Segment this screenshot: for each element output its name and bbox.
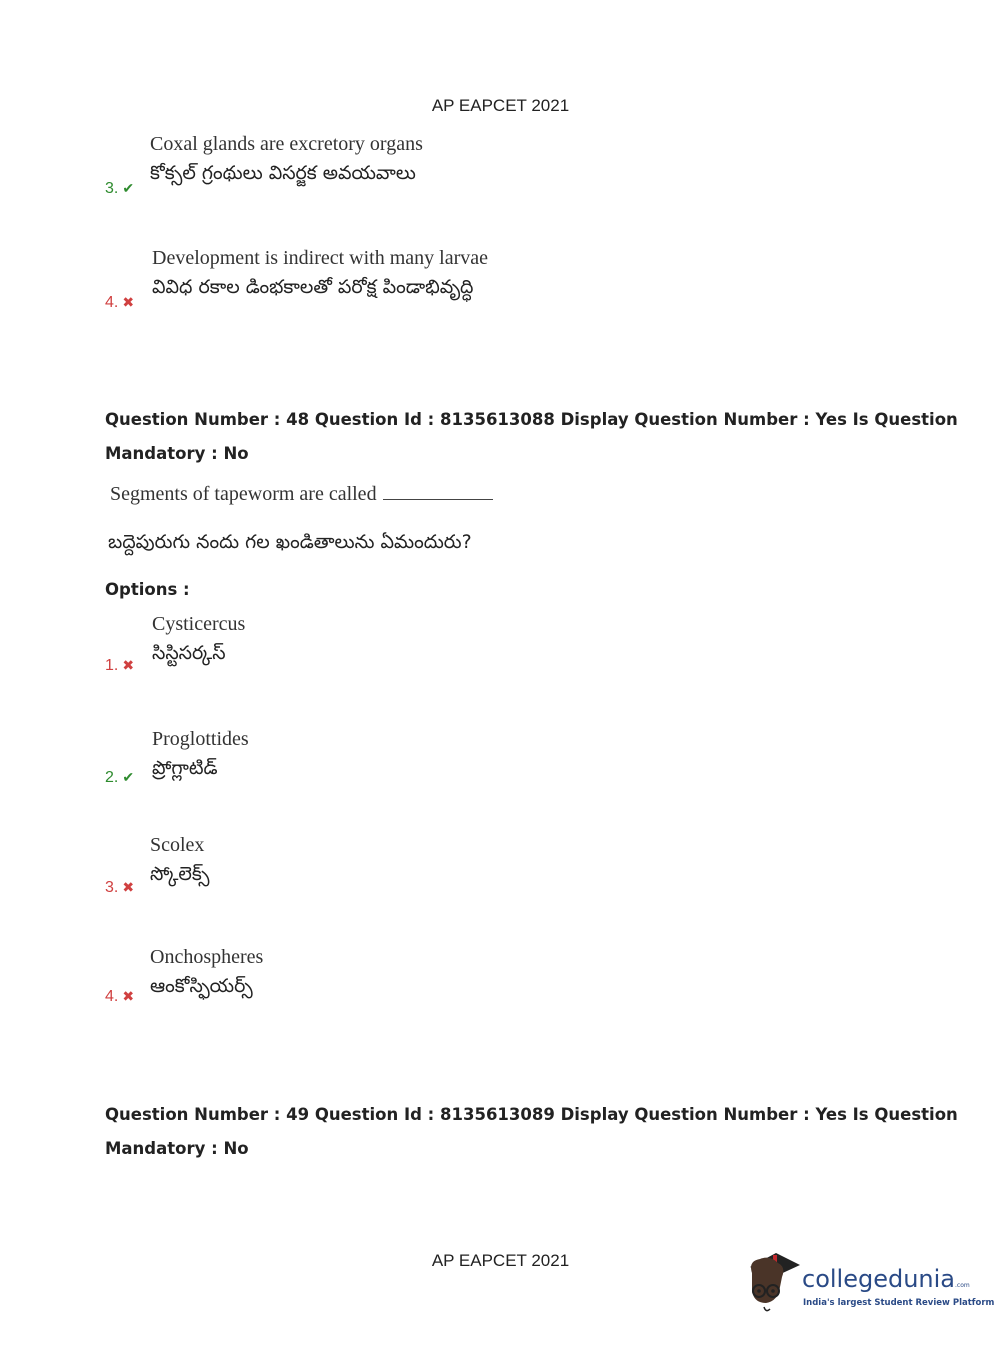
option-number-text: 4.	[105, 988, 119, 1005]
question-48-text-telugu: బద్దెపురుగు నందు గల ఖండితాలును ఏమందురు?	[108, 531, 472, 553]
option-3-english: Coxal glands are excretory organs	[150, 133, 423, 155]
option-3-number	[105, 180, 134, 198]
logo-tagline: India's largest Student Review Platform	[803, 1298, 995, 1308]
question-49-header-line2: Mandatory : No	[105, 1139, 249, 1158]
option-4-english: Development is indirect with many larvae	[152, 247, 489, 269]
collegedunia-logo-text	[802, 1265, 970, 1293]
option-4-number	[105, 294, 134, 312]
question-text: Segments of tapeworm are called	[110, 483, 377, 505]
options-label: Options :	[105, 580, 190, 599]
option-number-text: 3.	[105, 180, 119, 197]
question-48-text-english	[110, 483, 493, 506]
question-48-header-line1: Question Number : 48 Question Id : 8135613088 Display Question Number : Yes Is Question	[105, 410, 958, 429]
check-icon: ✔	[122, 769, 135, 785]
cross-icon: ✖	[122, 879, 135, 895]
option-number-text: 3.	[105, 879, 119, 896]
page-header: AP EAPCET 2021	[431, 96, 570, 115]
logo-name: collegedunia	[802, 1265, 956, 1293]
option-number-text: 1.	[105, 657, 119, 674]
question-48-header-line2: Mandatory : No	[105, 444, 249, 463]
option-4-telugu: వివిధ రకాల డింభకాలతో పరోక్ష పిండాభివృద్ధి	[152, 276, 474, 298]
option-3-telugu: కోక్సల్ గ్రంథులు విసర్జక అవయవాలు	[150, 162, 416, 184]
logo-com: .com	[955, 1282, 970, 1289]
cross-icon: ✖	[122, 657, 135, 673]
q48-option-3-number	[105, 879, 134, 897]
check-icon: ✔	[122, 180, 135, 196]
q48-option-3-telugu: స్కోలెక్స్	[150, 863, 210, 885]
question-49-header-line1: Question Number : 49 Question Id : 8135613089 Display Question Number : Yes Is Question	[105, 1105, 958, 1124]
q48-option-2-english: Proglottides	[152, 728, 249, 750]
option-number-text: 2.	[105, 769, 119, 786]
q48-option-4-number	[105, 988, 134, 1006]
q48-option-3-english: Scolex	[150, 834, 205, 856]
page-footer-title: AP EAPCET 2021	[431, 1251, 570, 1270]
q48-option-1-telugu: సిస్టిసర్కస్	[152, 642, 226, 664]
cross-icon: ✖	[122, 988, 135, 1004]
q48-option-2-telugu: ప్రోగ్లాటిడ్	[152, 757, 218, 779]
q48-option-1-number	[105, 657, 134, 675]
answer-blank	[383, 485, 493, 500]
q48-option-4-english: Onchospheres	[150, 946, 264, 968]
q48-option-2-number	[105, 769, 134, 787]
cross-icon: ✖	[122, 294, 135, 310]
option-number-text: 4.	[105, 294, 119, 311]
q48-option-1-english: Cysticercus	[152, 613, 246, 635]
q48-option-4-telugu: ఆంకోస్ఫియర్స్	[150, 975, 253, 997]
collegedunia-mascot-icon	[742, 1247, 802, 1317]
